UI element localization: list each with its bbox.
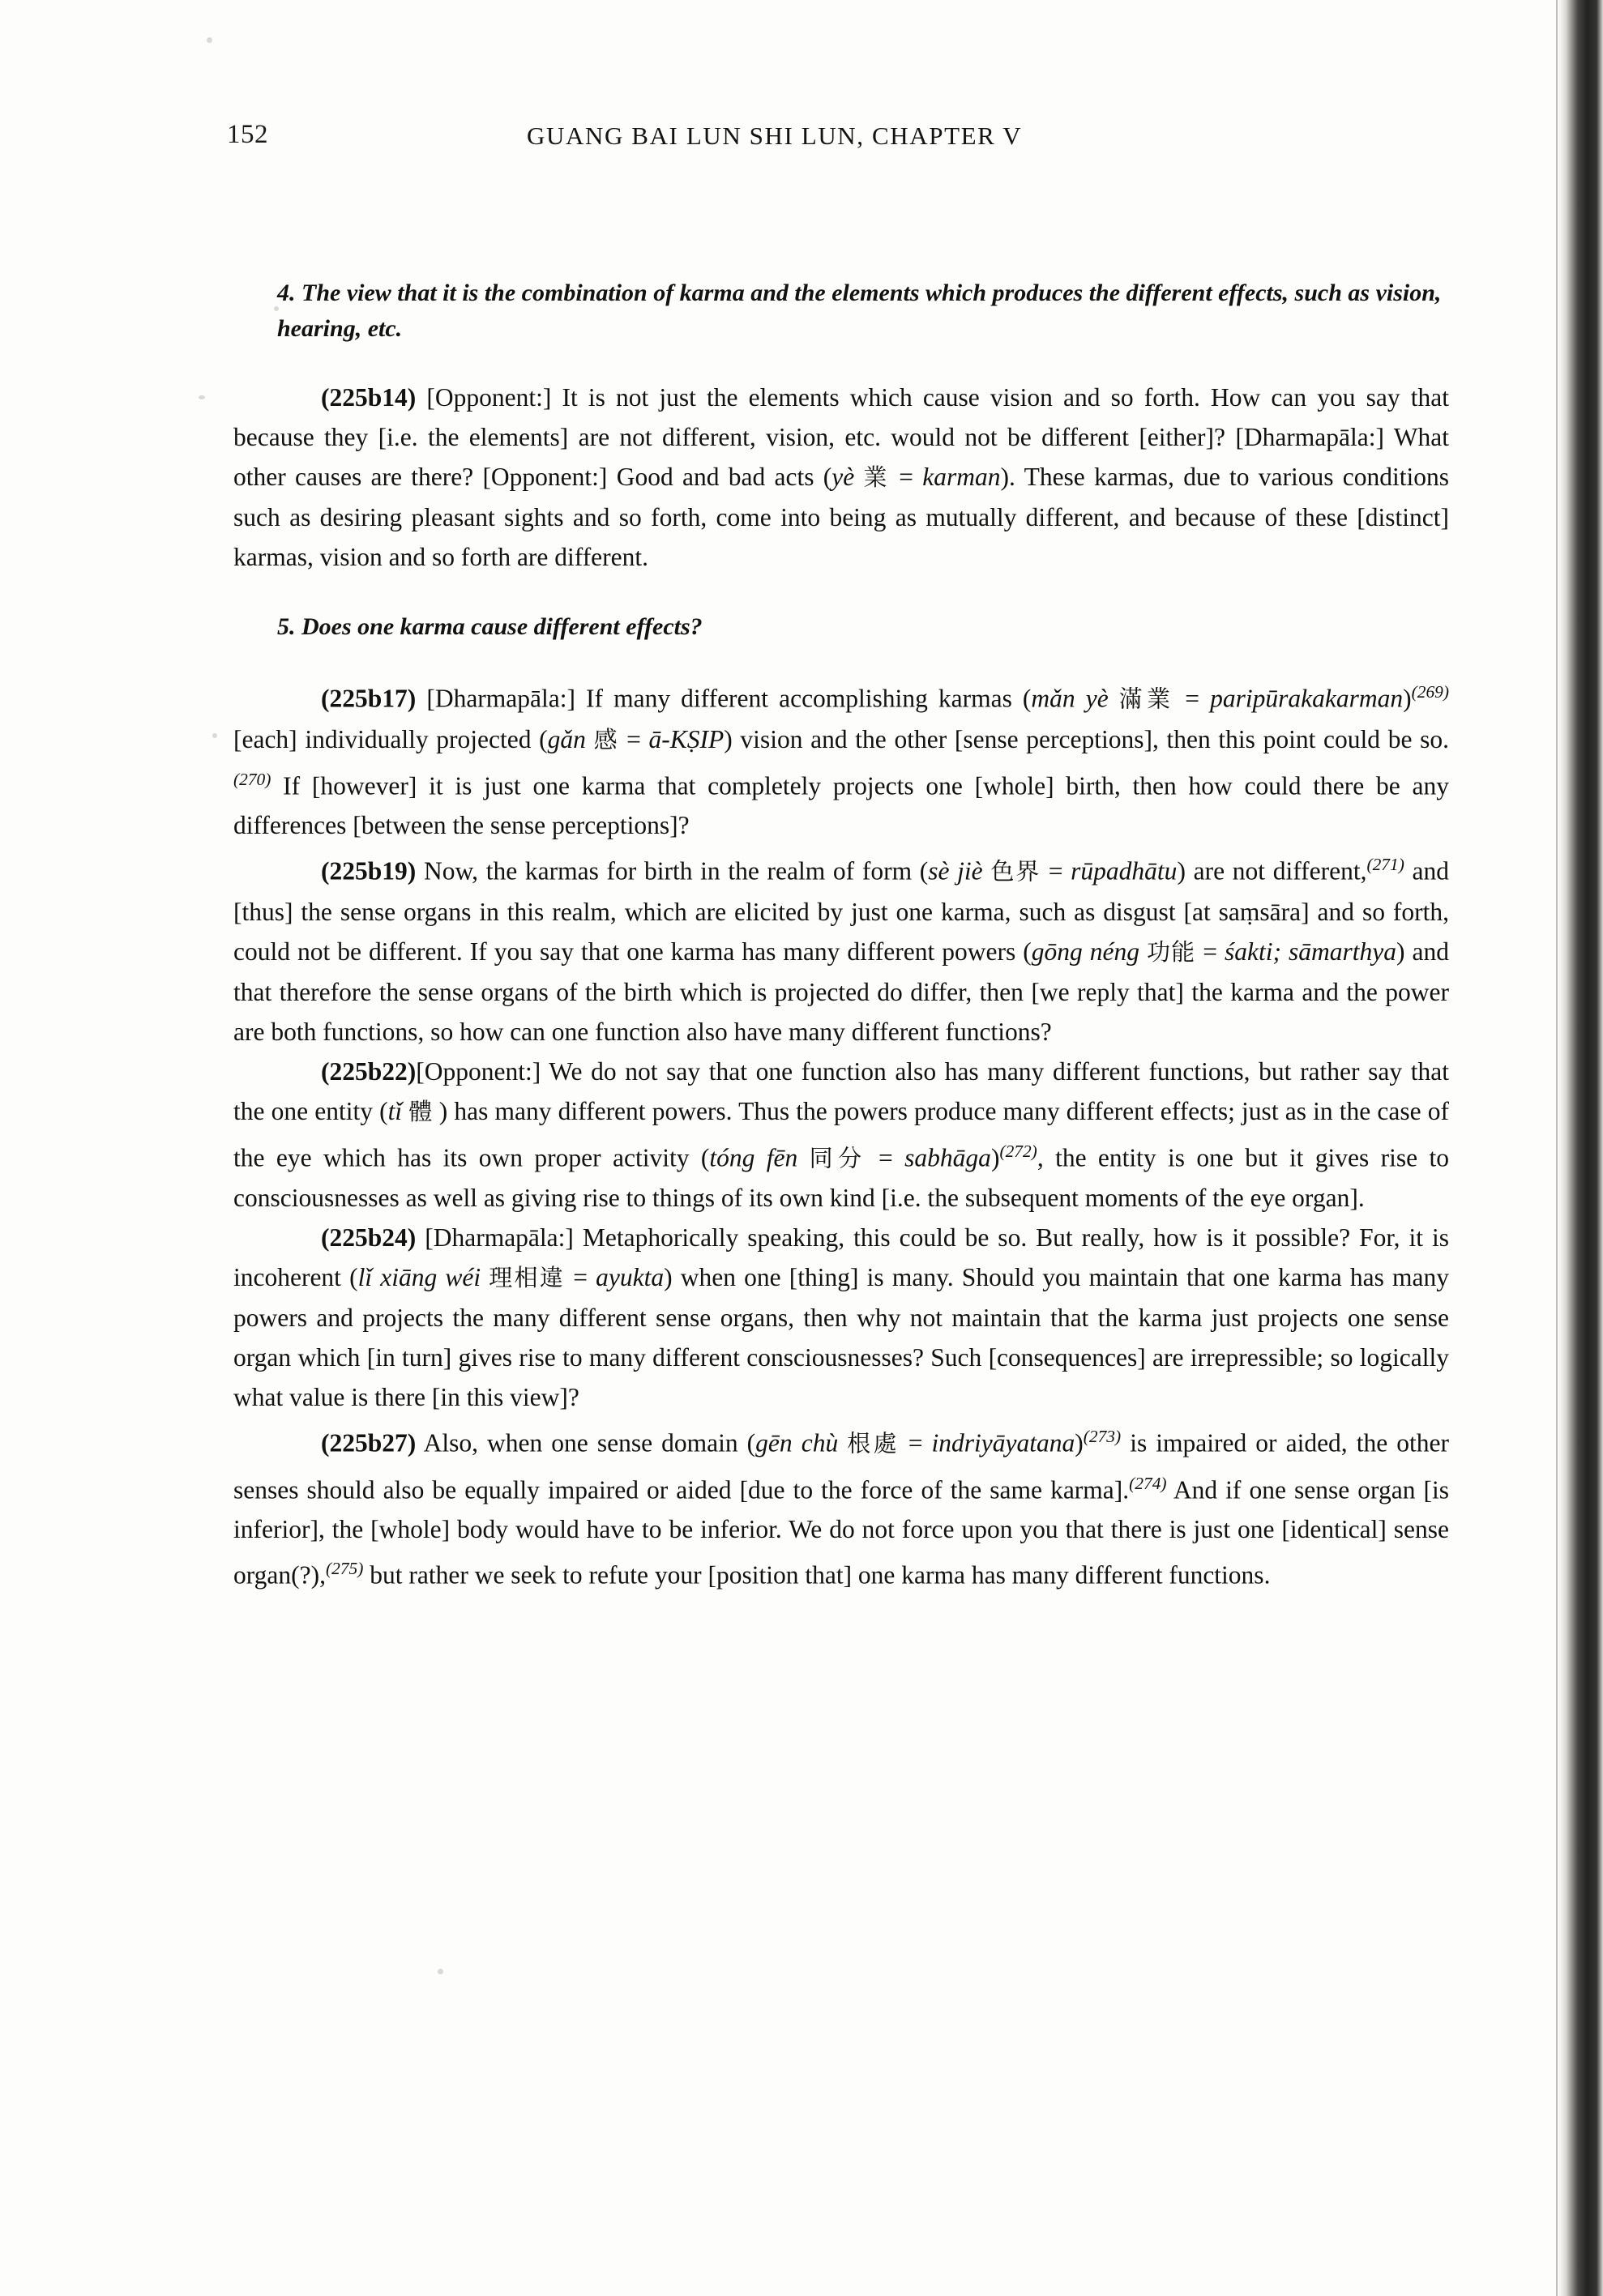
pinyin-term: gēn chù: [755, 1428, 839, 1457]
equals-sign: =: [889, 463, 923, 491]
sanskrit-term: rūpadhātu: [1071, 856, 1178, 886]
scan-speck: [274, 306, 279, 311]
scan-speck: [212, 733, 217, 738]
pinyin-term: gǎn: [547, 724, 586, 753]
chinese-term: 功能: [1147, 937, 1196, 966]
chinese-term: 色界: [990, 857, 1041, 886]
section-heading-4: 4. The view that it is the combination of karma and the elements which produces the different effects, such as vision, hearing, etc.: [277, 280, 1442, 342]
paragraph-text: but rather we seek to refute your [position that] one karma has many different functions.: [363, 1560, 1271, 1590]
chinese-term: 體: [408, 1097, 433, 1125]
sanskrit-term: sabhāga: [904, 1143, 991, 1171]
scan-speck: [438, 1969, 443, 1974]
paragraph-225b17: [233, 672, 1449, 845]
paragraph-text: ) has many different powers. Thus the powers produce many different effects; just as in the case of the eye which has its own proper activity (: [233, 1096, 1449, 1171]
pinyin-term: mǎn yè: [1031, 684, 1109, 713]
paragraph-text: And if one sense organ [is inferior], the [whole] body would have to be inferior. We do not force upon you that there is just one [identical] sense organ(?),: [233, 1475, 1449, 1590]
equals-sign: =: [1041, 856, 1071, 886]
pinyin-term: tóng fēn: [709, 1143, 798, 1171]
paragraph-text: ) vision and the other [sense perceptions], then this point could be so.: [724, 724, 1450, 753]
pinyin-term: yè: [831, 463, 855, 491]
paragraph-text: [Opponent:] We do not say that one function also has many different functions, but rather say that the one entity (: [233, 1056, 1449, 1125]
paragraph-text: ) and that therefore the sense organs of the birth which is projected do differ, then [we reply that] the karma and the power are both functions, so how can one function also have many different functions?: [233, 937, 1450, 1046]
footnote-marker: (271): [1366, 855, 1404, 874]
sanskrit-term: karman: [922, 463, 1001, 491]
citation-ref: (225b24): [321, 1223, 417, 1252]
citation-ref: (225b19): [321, 856, 417, 886]
citation-ref: (225b27): [321, 1428, 417, 1457]
footnote-marker: (270): [233, 769, 271, 789]
paragraph-text: Also, when one sense domain (: [416, 1428, 756, 1457]
paragraph-text: [Dharmapāla:] If many different accomplishing karmas (: [416, 684, 1032, 713]
footnote-marker: (275): [326, 1559, 364, 1578]
citation-ref: (225b22): [321, 1056, 417, 1086]
paragraph-text: , the entity is one but it gives rise to consciousnesses as well as giving rise to things of its own kind [i.e. the subsequent moments of the eye organ].: [233, 1143, 1450, 1212]
paragraph-text: is impaired or aided, the other senses should also be equally impaired or aided [due to the force of the same karma].: [233, 1428, 1449, 1504]
paragraph-text: If [however] it is just one karma that completely projects one [whole] birth, then how could there be any differences [between the sense perceptions]?: [233, 771, 1449, 839]
paragraph-text: Now, the karmas for birth in the realm of form (: [416, 856, 929, 886]
paragraph-text: ): [1075, 1428, 1084, 1457]
chinese-term: 感: [593, 725, 619, 753]
paragraph-text: [Dharmapāla:] Metaphorically speaking, this could be so. But really, how is it possible? For, it is incoherent (: [233, 1223, 1449, 1291]
equals-sign: =: [1195, 937, 1225, 966]
paragraph-225b27: [233, 1417, 1449, 1595]
footnote-marker: (272): [999, 1141, 1037, 1161]
chinese-term: 滿業: [1118, 685, 1175, 713]
paragraph-225b24: [233, 1218, 1449, 1417]
paragraph-text: ): [1403, 684, 1412, 713]
chinese-term: 根處: [847, 1429, 900, 1457]
paragraph-text: [Opponent:] It is not just the elements which cause vision and so forth. How can you say that because they [i.e. the elements] are not different, vision, etc. would not be different [either]? [Dharmapāla:] What other causes are there? [Opponent:] Good and bad acts (: [233, 383, 1449, 491]
paragraph-text-cont: ). These karmas, due to various conditions such as desiring pleasant sights and so forth, come into being as mutually different, and because of these [distinct] karmas, vision and so forth are different.: [233, 463, 1449, 571]
equals-sign: =: [1174, 684, 1211, 713]
paragraph-text: [each] individually projected (: [233, 724, 548, 753]
footnote-marker: (269): [1411, 682, 1449, 702]
equals-sign: =: [866, 1143, 905, 1171]
footnote-marker: (273): [1083, 1427, 1122, 1446]
citation-ref: (225b14): [321, 383, 417, 412]
chinese-term: 同分: [809, 1144, 867, 1171]
page-header: [227, 120, 1459, 152]
paragraph-225b19: [233, 845, 1449, 1052]
page-number: 152: [227, 120, 268, 149]
paragraph-text: and [thus] the sense organs in this realm, which are elicited by just one karma, such as disgust [at saṃsāra] and so forth, could not be different. If you say that one karma has many different powers (: [233, 856, 1450, 966]
sanskrit-term: śakti; sāmarthya: [1225, 937, 1397, 966]
chinese-term: 理相違: [489, 1264, 566, 1291]
equals-sign: =: [899, 1428, 932, 1457]
scan-dark-edge: [1558, 0, 1603, 2296]
running-title: GUANG BAI LUN SHI LUN, CHAPTER V: [527, 122, 1023, 150]
footnote-marker: (274): [1129, 1473, 1167, 1493]
pinyin-term: sè jiè: [928, 856, 983, 886]
paragraph-text: ): [990, 1143, 1000, 1171]
sanskrit-term: ā-KṢIP: [648, 724, 725, 753]
pinyin-term: tǐ: [387, 1096, 403, 1125]
body-text-column: [233, 275, 1449, 1595]
sanskrit-term: paripūrakakarman: [1210, 684, 1404, 713]
scan-speck: [207, 37, 212, 43]
equals-sign: =: [618, 724, 649, 753]
pinyin-term: gōng néng: [1031, 937, 1139, 966]
sanskrit-term: ayukta: [596, 1263, 665, 1291]
scan-speck: [199, 395, 205, 399]
sanskrit-term: indriyāyatana: [931, 1428, 1075, 1457]
equals-sign: =: [565, 1263, 596, 1291]
paragraph-225b22: [233, 1052, 1449, 1218]
section-heading-5: 5. Does one karma cause different effects?: [277, 613, 703, 640]
paragraph-text: ) are not different,: [1177, 856, 1367, 886]
pinyin-term: lǐ xiāng wéi: [357, 1263, 481, 1291]
paragraph-text: ) when one [thing] is many. Should you maintain that one karma has many powers and projects the many different sense organs, then why not maintain that the karma just projects one sense organ which [in turn] gives rise to many different consciousnesses? Such [consequences] are irrepressible; so logically what value is there [in this view]?: [233, 1263, 1449, 1411]
paragraph-225b14: [233, 378, 1449, 577]
citation-ref: (225b17): [321, 684, 417, 713]
chinese-term: 業: [863, 463, 890, 491]
